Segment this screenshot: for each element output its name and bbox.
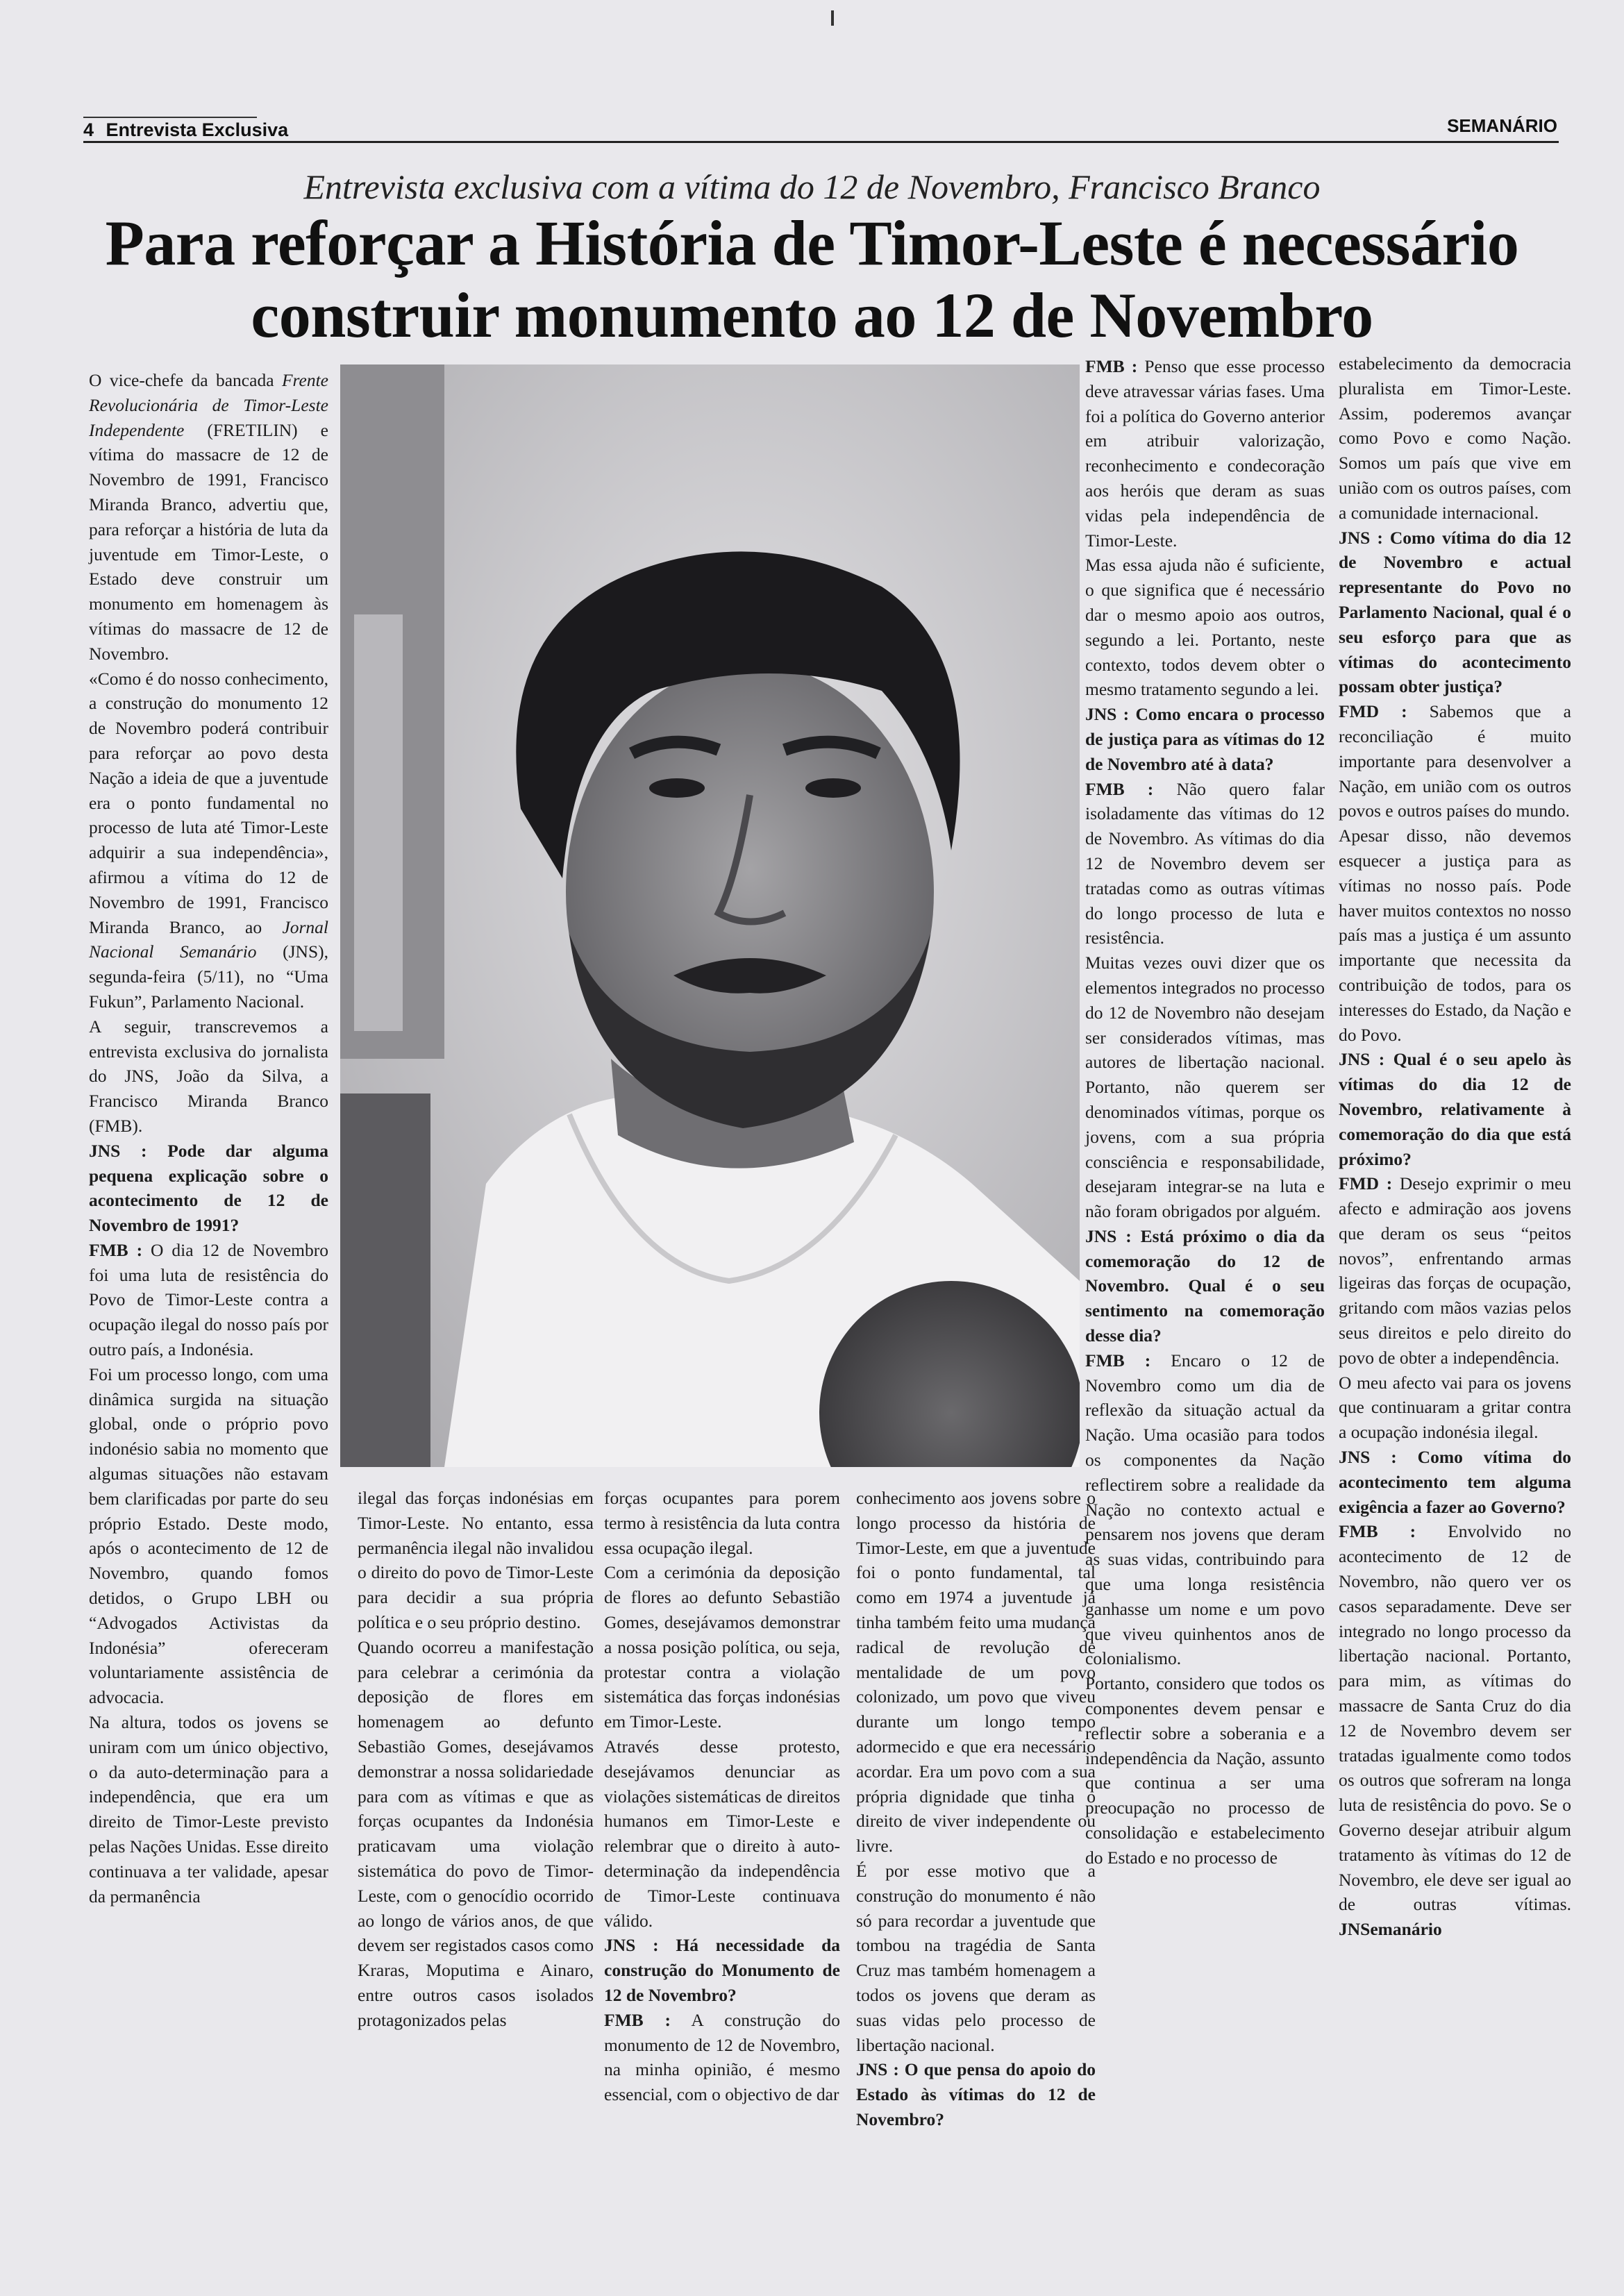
headline-line-2: construir monumento ao 12 de Novembro: [251, 280, 1373, 351]
text-column-left: [89, 368, 328, 1909]
r1-answer-paragraph: [1085, 354, 1325, 553]
lead-text-1: O vice-chefe da bancada: [89, 370, 274, 390]
answer-6-paragraph: [1339, 699, 1571, 823]
speaker-label: FMB :: [1339, 1521, 1416, 1542]
speaker-label: FMD :: [1339, 1173, 1393, 1194]
speaker-label: FMB :: [1085, 1350, 1151, 1371]
question-1: JNS : Pode dar alguma pequena explicação sobre o acontecimento de 12 de Novembro de 1991?: [89, 1140, 328, 1236]
answer-8-paragraph: [1339, 1519, 1571, 1942]
answer-2-paragraph: [604, 2008, 840, 2107]
r2-paragraph-1: estabelecimento da democracia pluralista em Timor-Leste. Assim, poderemos avançar como Povo e como Nação. Somos um país que vive em união com os outros países, com a comunidade internacional.: [1339, 353, 1571, 523]
section-name: Entrevista Exclusiva: [106, 119, 289, 140]
question-3: JNS : O que pensa do apoio do Estado às vítimas do 12 de Novembro?: [856, 2059, 1096, 2129]
scan-mark: [831, 10, 834, 26]
portrait-photo: [340, 364, 1080, 1467]
answer-1-paragraph-3: Na altura, todos os jovens se uniram com um único objectivo, o da auto-determinação para a independência, que era um direito de Timor-Leste previsto pelas Nações Unidas. Esse direito continuava a ter validade, apesar da permanência: [89, 1712, 328, 1907]
speaker-label: FMD :: [1339, 701, 1407, 722]
low3-paragraph-2: É por esse motivo que a construção do monumento é não só para recordar a juventude que tombou na tragédia de Santa Cruz mas também homenagem a todos os jovens que deram as suas vidas pelo processo de libertação nacional.: [856, 1860, 1096, 2055]
question-7: JNS : Qual é o seu apelo às vítimas do dia 12 de Novembro, relativamente à comemoração do dia que está próximo?: [1339, 1049, 1571, 1169]
quote-text: «Como é do nosso conhecimento, a construção do monumento 12 de Novembro poderá contribuir para reforçar ao povo desta Nação a ideia de que a juventude era o ponto fundamental no processo de luta até Timor-Leste adquirir a sua independência», afirmou a vítima do 12 de Novembro de 1991, Francisco Miranda Branco, ao: [89, 668, 328, 937]
lead-paragraph: [89, 368, 328, 667]
text-column-right-1: [1085, 354, 1325, 1870]
article-kicker: Entrevista exclusiva com a vítima do 12 de Novembro, Francisco Branco: [303, 167, 1321, 206]
answer-1-paragraph: [89, 1238, 328, 1362]
question-6: JNS : Como vítima do dia 12 de Novembro e actual representante do Povo no Parlamento Nacional, qual é o seu esforço para que as vítimas do acontecimento possam obter justiça?: [1339, 527, 1571, 697]
low1-paragraph-1: ilegal das forças indonésias em Timor-Leste. No entanto, essa permanência ilegal não invalidou o direito do povo de Timor-Leste para decidir a sua própria política e o seu próprio destino.: [358, 1488, 594, 1632]
quote-text-end: (JNS), segunda-feira (5/11), no “Uma Fukun”, Parlamento Nacional.: [89, 941, 328, 1012]
low1-paragraph-2: Quando ocorreu a manifestação para celebrar a cerimónia da deposição de flores em homenagem ao defunto Sebastião Gomes, desejávamos demonstrar a nossa solidariedade para com as vítimas e que as forças ocupantes da Indonésia praticavam uma violação sistemática do povo de Timor-Leste, com o genocídio ocorrido ao longo de vários anos, de que devem ser registados casos como Kraras, Moputima e Ainaro, entre outros casos isolados protagonizados pelas: [358, 1636, 594, 2030]
text-column-right-2: [1339, 351, 1571, 1942]
answer-7-paragraph-2: O meu afecto vai para os jovens que continuaram a gritar contra a ocupação indonésia ilegal.: [1339, 1372, 1571, 1443]
portrait-illustration: [340, 364, 1080, 1467]
question-4: JNS : Como encara o processo de justiça para as vítimas do 12 de Novembro até à data?: [1085, 704, 1325, 774]
answer-5-paragraph: [1085, 1348, 1325, 1671]
intro-paragraph: A seguir, transcrevemos a entrevista exclusiva do jornalista do JNS, João da Silva, a Francisco Miranda Branco (FMB).: [89, 1016, 328, 1136]
low3-paragraph-1: conhecimento aos jovens sobre o longo processo da história de Timor-Leste, em que a juventude foi o ponto fundamental, tal como em 1974 a juventude já tinha também feito uma mudança radical de revolução de mentalidade de um povo colonizado, um povo que viveu durante um longo tempo adormecido e que era necessário acordar. Era um povo com a sua própria dignidade que tinha o direito de viver independente ou livre.: [856, 1488, 1096, 1857]
r1-paragraph-2: Mas essa ajuda não é suficiente, o que significa que é necessário dar o mesmo apoio aos outros, segundo a lei. Portanto, neste contexto, todos devem obter o mesmo tratamento segundo a lei.: [1085, 555, 1325, 700]
text-column-lower-3: [856, 1486, 1096, 2132]
answer-5-paragraph-2: Portanto, considero que todos os componentes devem pensar e reflectir sobre a soberania e a independência da Nação, assunto que continua a ser uma preocupação no processo de consolidação e estabelecimento do Estado e no processo de: [1085, 1673, 1325, 1868]
header-rule: [83, 141, 1559, 143]
question-8: JNS : Como vítima do acontecimento tem alguma exigência a fazer ao Governo?: [1339, 1447, 1571, 1517]
answer-text: O dia 12 de Novembro foi uma luta de resistência do Povo de Timor-Leste contra a ocupação ilegal do nosso país por outro país, a Indonésia.: [89, 1239, 329, 1360]
page-number: 4: [83, 119, 94, 140]
answer-4-paragraph-2: Muitas vezes ouvi dizer que os elementos integrados no processo do 12 de Novembro não desejam ser considerados vítimas, mas autores de libertação nacional. Portanto, não querem ser denominados vítimas, porque os jovens, com a sua própria consciência e responsabilidade, desejaram integrar-se na luta e não foram obrigados por alguém.: [1085, 953, 1325, 1222]
answer-1-paragraph-2: Foi um processo longo, com uma dinâmica surgida na situação global, onde o próprio povo indonésio sabia no momento que algumas situações não estavam bem clarificadas por parte do seu próprio Estado. Deste modo, após o acontecimento de 12 de Novembro, quando fomos detidos, o Grupo LBH ou “Advogados Activistas da Indonésia” ofereceram voluntariamente assistência de advocacia.: [89, 1364, 328, 1708]
article-headline: [42, 207, 1582, 351]
low2-paragraph-2: Com a cerimónia da deposição de flores ao defunto Sebastião Gomes, desejávamos demonstrar a nossa posição política, ou seja, protestar contra a violação sistemática das forças indonésias em Timor-Leste.: [604, 1562, 840, 1732]
answer-text: Desejo exprimir o meu afecto e admiração aos jovens que deram os seus “peitos novos”, enfrentando armas ligeiras das forças de ocupação, gritando com mãos vazias pelos seus direitos e pelo direito do povo de obter a independência.: [1339, 1173, 1571, 1368]
quote-paragraph: [89, 667, 328, 1014]
speaker-label: FMB :: [89, 1239, 143, 1260]
speaker-label: FMB :: [604, 2009, 671, 2030]
publication-name: SEMANÁRIO: [1447, 115, 1557, 136]
text-column-lower-1: [358, 1486, 594, 2033]
answer-text: Envolvido no acontecimento de 12 de Novembro, não quero ver os casos separadamente. Deve ser integrado no longo processo da libertação nacional. Portanto, para mim, as vítimas do massacre de Santa Cruz do dia 12 de Novembro devem ser tratadas igualmente como todos os outros que sofreram na longa luta de resistência do povo. Se o Governo desejar atribuir algum tratamento às vítimas do 12 de Novembro, ele deve ser igual ao de outras vítimas.: [1339, 1521, 1571, 1915]
header-tab-rule: [83, 117, 257, 118]
speaker-label: FMB :: [1085, 778, 1154, 799]
text-column-lower-2: [604, 1486, 840, 2107]
lead-text-2: (FRETILIN) e vítima do massacre de 12 de Novembro de 1991, Francisco Miranda Branco, advertiu que, para reforçar a história de luta da juventude em Timor-Leste, o Estado deve construir um monumento em homenagem às vítimas do massacre de 12 de Novembro.: [89, 419, 329, 664]
page-header-section: [83, 119, 288, 141]
answer-text: Não quero falar isoladamente das vítimas do 12 de Novembro. As vítimas do dia 12 de Novembro devem ser tratadas como as outras vítimas do longo processo de luta e resistência.: [1085, 778, 1325, 948]
answer-text: Penso que esse processo deve atravessar várias fases. Uma foi a política do Governo anterior em atribuir valorização, reconhecimento e condecoração aos heróis que deram as suas vidas pela independência de Timor-Leste.: [1085, 356, 1325, 551]
answer-7-paragraph: [1339, 1171, 1571, 1370]
answer-text: A construção do monumento de 12 de Novembro, na minha opinião, é mesmo essencial, com o objectivo de dar: [604, 2009, 840, 2105]
answer-text: Sabemos que a reconciliação é muito importante para desenvolver a Nação, em união com os outros povos e outros países do mundo.: [1339, 701, 1571, 821]
question-5: JNS : Está próximo o dia da comemoração do 12 de Novembro. Qual é o seu sentimento na comemoração desse dia?: [1085, 1225, 1325, 1346]
answer-4-paragraph: [1085, 777, 1325, 951]
question-2: JNS : Há necessidade da construção do Monumento de 12 de Novembro?: [604, 1935, 840, 2005]
headline-line-1: Para reforçar a História de Timor-Leste é necessário: [105, 208, 1519, 278]
article-signature: JNSemanário: [1339, 1919, 1442, 1940]
quote-italic: Jornal Nacional Semanário: [89, 916, 329, 962]
answer-text: Encaro o 12 de Novembro como um dia de reflexão da situação actual da Nação. Uma ocasião para todos os componentes da Nação reflectirem sobre a realidade da Nação no contexto actual e pensarem nos jovens que deram as suas vidas, contribuindo para que uma longa resistência ganhasse um nome e um povo que viveu quinhentos anos de colonialismo.: [1085, 1350, 1325, 1669]
speaker-label: FMB :: [1085, 356, 1138, 376]
lead-text-italic: Frente Revolucionária de Timor-Leste Independente: [89, 370, 328, 440]
low2-paragraph-3: Através desse protesto, desejávamos denunciar as violações sistemáticas de direitos humanos em Timor-Leste e relembrar que o direito à auto-determinação da independência de Timor-Leste continuava válido.: [604, 1736, 840, 1931]
low2-paragraph-1: forças ocupantes para porem termo à resistência da luta contra essa ocupação ilegal.: [604, 1488, 840, 1558]
answer-6-paragraph-2: Apesar disso, não devemos esquecer a justiça para as vítimas no nosso país. Pode haver muitos contextos no nosso país mas a justiça é um assunto importante que necessita da contribuição de todos, para os interesses do Estado, da Nação e do Povo.: [1339, 826, 1571, 1045]
